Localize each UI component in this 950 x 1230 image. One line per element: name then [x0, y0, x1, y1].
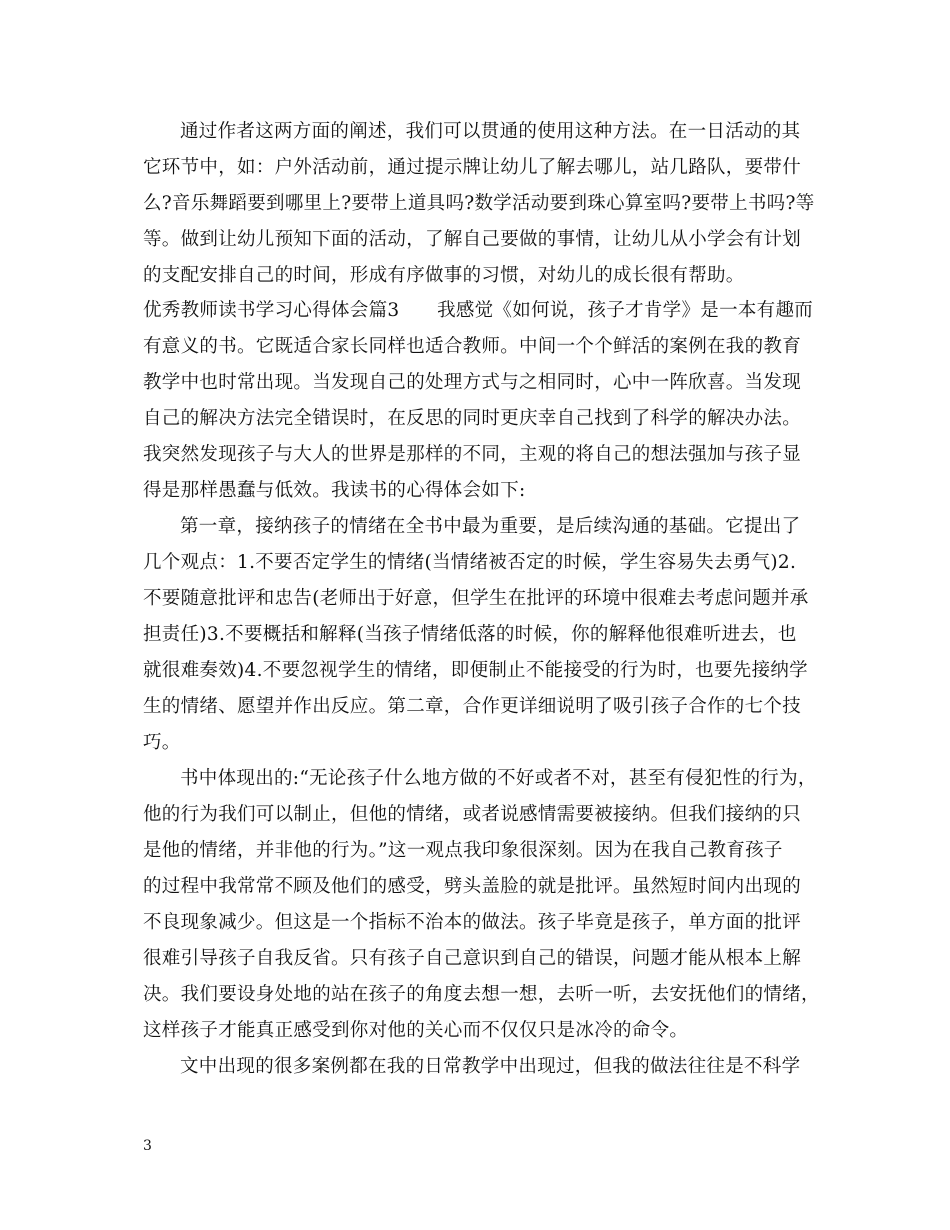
text-line: 生的情绪、愿望并作出反应。第二章，合作更详细说明了吸引孩子合作的七个技: [143, 696, 802, 717]
text-line: 么?音乐舞蹈要到哪里上?要带上道具吗?数学活动要到珠心算室吗?要带上书吗?等: [143, 193, 815, 214]
text-line: 第一章，接纳孩子的情绪在全书中最为重要，是后续沟通的基础。它提出了: [180, 516, 801, 537]
text-line: 通过作者这两方面的阐述，我们可以贯通的使用这种方法。在一日活动的其: [180, 121, 801, 142]
page-number: 3: [143, 1138, 152, 1154]
text-line: 这样孩子才能真正感受到你对他的关心而不仅仅只是冰冷的命令。: [143, 1020, 689, 1041]
text-line: 不良现象减少。但这是一个指标不治本的做法。孩子毕竟是孩子，单方面的批评: [143, 912, 802, 933]
text-line: 很难引导孩子自我反省。只有孩子自己意识到自己的错误，问题才能从根本上解: [143, 948, 802, 969]
text-line: 就很难奏效)4.不要忽视学生的情绪，即便制止不能接受的行为时，也要先接纳学: [143, 660, 808, 681]
text-line: 巧。: [143, 732, 181, 753]
text-line: 它环节中，如：户外活动前，通过提示牌让幼儿了解去哪儿，站几路队，要带什: [143, 157, 802, 178]
text-line: 得是那样愚蠢与低效。我读书的心得体会如下:: [143, 480, 526, 501]
text-line: 的过程中我常常不顾及他们的感受，劈头盖脸的就是批评。虽然短时间内出现的: [143, 876, 802, 897]
text-line: 等。做到让幼儿预知下面的活动，了解自己要做的事情，让幼儿从小学会有计划: [143, 229, 802, 250]
section-heading-line: 优秀教师读书学习心得体会篇3 我感觉《如何说，孩子才肯学》是一本有趣而: [143, 300, 814, 321]
text-line: 自己的解决方法完全错误时，在反思的同时更庆幸自己找到了科学的解决办法。: [143, 408, 802, 429]
text-line: 是他的情绪，并非他的行为。”这一观点我印象很深刻。因为在我自己教育孩子: [143, 840, 783, 861]
text-line: 不要随意批评和忠告(老师出于好意，但学生在批评的环境中很难去考虑问题并承: [143, 588, 809, 609]
text-line: 的支配安排自己的时间，形成有序做事的习惯，对幼儿的成长很有帮助。: [143, 265, 745, 286]
text-line: 几个观点：1.不要否定学生的情绪(当情绪被否定的时候，学生容易失去勇气)2.: [143, 552, 797, 573]
text-line: 书中体现出的:“无论孩子什么地方做的不好或者不对，甚至有侵犯性的行为，: [180, 768, 817, 789]
text-line: 他的行为我们可以制止，但他的情绪，或者说感情需要被接纳。但我们接纳的只: [143, 804, 802, 825]
text-line: 文中出现的很多案例都在我的日常教学中出现过，但我的做法往往是不科学: [180, 1056, 801, 1077]
text-line: 担责任)3.不要概括和解释(当孩子情绪低落的时候，你的解释他很难听进去，也: [143, 624, 797, 645]
text-line: 决。我们要设身处地的站在孩子的角度去想一想，去听一听，去安抚他们的情绪，: [143, 984, 820, 1005]
text-line: 有意义的书。它既适合家长同样也适合教师。中间一个个鲜活的案例在我的教育: [143, 336, 802, 357]
text-line: 教学中也时常出现。当发现自己的处理方式与之相同时，心中一阵欣喜。当发现: [143, 372, 802, 393]
text-line: 我突然发现孩子与大人的世界是那样的不同，主观的将自己的想法强加与孩子显: [143, 444, 802, 465]
